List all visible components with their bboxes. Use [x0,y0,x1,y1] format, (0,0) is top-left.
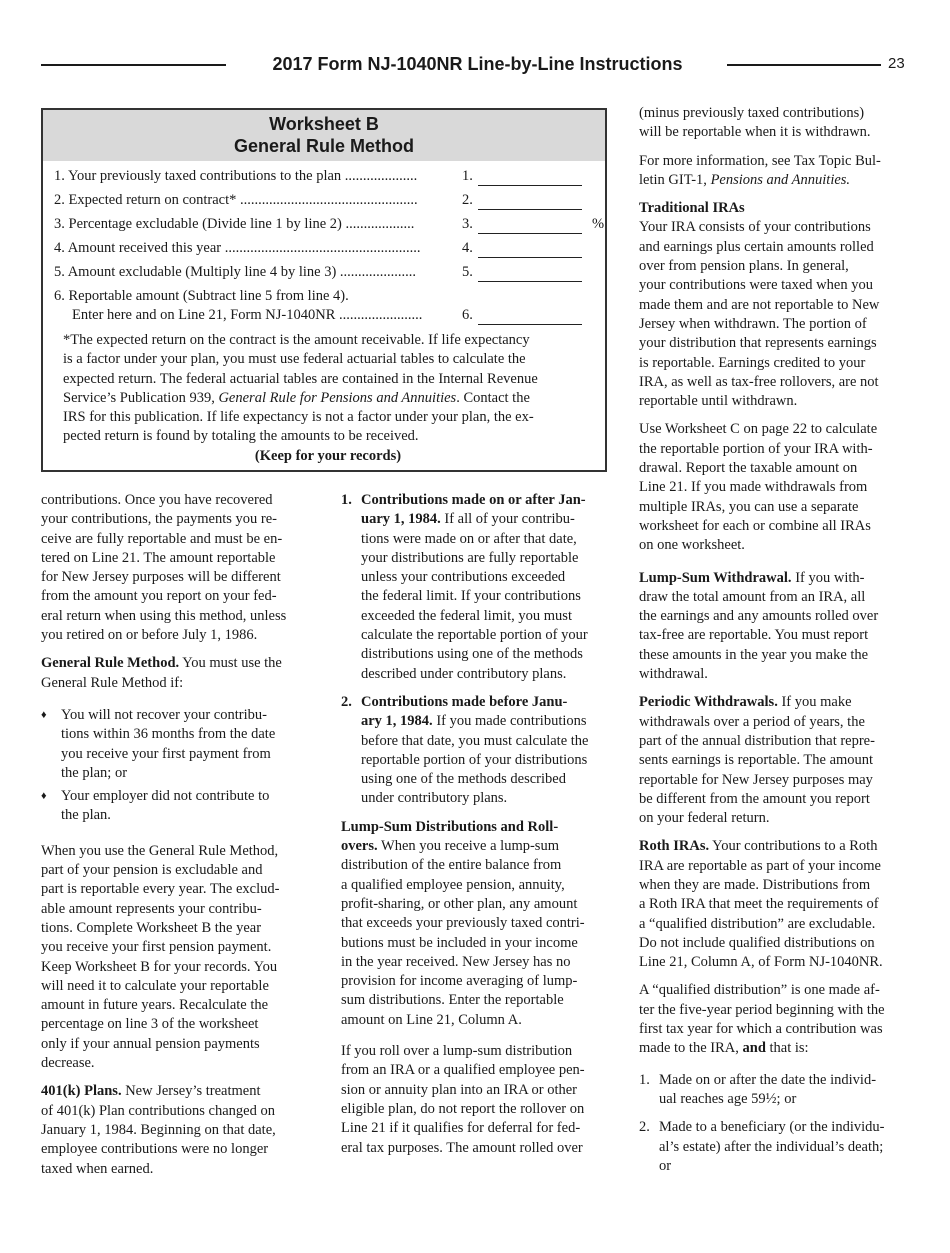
paragraph-recovered [41,491,321,645]
header-rule-right [727,64,881,66]
text-line: will need it to calculate your reportable [41,977,269,994]
text-line: ary 1, 1984. If you made contributions [361,713,587,730]
page-number: 23 [888,55,905,72]
text-line: you receive your first payment from [61,745,271,762]
text-line: butions must be included in your income [341,934,578,951]
worksheet-footnote [63,331,593,466]
text-line: Line 21, Column A, of Form NJ-1040NR. [639,954,883,971]
bullet-item-1 [41,706,321,783]
text-line: amount in future years. Recalculate the [41,997,269,1014]
lump-sum-heading: Lump-Sum Distributions and Roll- [341,818,559,835]
text-line: is a factor under your plan, you must use federal actuarial tables to calculate the [63,351,526,368]
text-line: decrease. [41,1055,95,1072]
text-line: sents earnings is reportable. The amount [639,752,874,769]
text-line: from an IRA or a qualified employee pen- [341,1062,585,1079]
text-line: Line 21 if it qualifies for deferral for fed- [341,1120,581,1137]
text-line: *The expected return on the contract is the amount receivable. If life expectancy [63,332,530,348]
text-line: made them and are not reportable to New [639,296,880,313]
text-line: Made on or after the date the individ- [659,1071,877,1088]
text-line: sum distributions. Enter the reportable [341,992,564,1009]
text-line: IRA, as well as tax-free rollovers, are not [639,373,879,390]
paragraph-general-rule [41,654,321,693]
text-line: A “qualified distribution” is one made af- [639,982,880,999]
line-2-answer-field[interactable] [478,192,582,210]
worksheet-b [41,108,607,472]
text-line: for New Jersey purposes will be different [41,569,281,586]
column-1 [41,491,321,1188]
text-line: from the amount you report on your fed- [41,588,277,605]
text-line: a “qualified distribution” are excludable. [639,915,876,932]
text-line: For more information, see Tax Topic Bul- [639,152,881,169]
text-line: Service’s Publication 939, General Rule for Pensions and Annuities. Contact the [63,389,530,406]
text-line: employee contributions were no longer [41,1141,269,1158]
paragraph-lump-sum-withdrawal [639,569,914,685]
keep-records-note: (Keep for your records) [254,447,402,464]
paragraph-more-info [639,152,914,191]
qd-item-1: 1. Made on or after the date the individ- ual reaches age 59½; or [639,1071,914,1110]
text-line: reportable portion of your distributions [361,751,588,768]
paragraph-qualified-distribution [639,981,914,1058]
text-line: You will not recover your contribu- [61,706,267,723]
text-line: When you use the General Rule Method, [41,842,279,859]
item-contributions-before-1984: 2. Contributions made before Janu- ary 1, 1984. If you made contributions before that date, you must calculate the reportable portion of your distributions using one of the methods described under contributory plans. [341,693,616,809]
text-line: of 401(k) Plan contributions changed on [41,1102,275,1119]
text-line: Made to a beneficiary (or the individu- [659,1119,885,1136]
text-line: the plan; or [61,764,128,781]
paragraph-lump-sum-distributions [341,818,616,1030]
text-line: Do not include qualified distributions on [639,934,875,951]
text-line: using one of the methods described [361,771,566,788]
percent-sign: % [592,216,605,232]
text-line: these amounts in the year you make the [639,646,869,663]
text-line: eral return when using this method, unless [41,607,287,624]
text-line: amount on Line 21, Column A. [341,1011,522,1028]
diamond-bullet-icon: ♦ [41,790,47,803]
text-line: If you roll over a lump-sum distribution [341,1043,573,1060]
paragraph-worksheet-c [639,420,914,555]
text-line: letin GIT-1, Pensions and Annuities. [639,171,851,188]
text-line: sion or annuity plan into an IRA or other [341,1081,577,1098]
text-line: part is reportable every year. The exclud- [41,881,280,898]
text-line: drawal. Report the taxable amount on [639,460,858,477]
text-line: Line 21. If you made withdrawals from [639,479,868,496]
text-line: percentage on line 3 of the worksheet [41,1016,259,1033]
text-line: expected return. The federal actuarial tables are contained in the Internal Revenue [63,370,538,387]
text-line: on your federal return. [639,810,770,827]
text-line: 401(k) Plans. New Jersey’s treatment [41,1083,261,1100]
text-line: ual reaches age 59½; or [659,1090,797,1107]
paragraph-roth-iras [639,837,914,972]
text-line: eligible plan, do not report the rollover on [341,1100,585,1117]
paragraph-rollover [341,1042,616,1158]
text-line: uary 1, 1984. If all of your contribu- [361,511,575,528]
text-line: a qualified employee pension, annuity, [341,876,565,893]
worksheet-line-4: 4. Amount received this year ...................................................... 4. [54,240,420,257]
text-line: Periodic Withdrawals. If you make [639,694,852,711]
text-line: unless your contributions exceeded [361,569,566,586]
text-line: contributions. Once you have recovered [41,492,273,508]
text-line: over from pension plans. In general, [639,258,849,275]
text-line: exceeded the federal limit, you must [361,607,572,624]
line-3-answer-field[interactable] [478,216,582,234]
text-line: (minus previously taxed contributions) [639,105,865,121]
worksheet-line-5: 5. Amount excludable (Multiply line 4 by line 3) ..................... 5. [54,264,416,281]
line-5-answer-field[interactable] [478,264,582,282]
header-rule-left [41,64,226,66]
worksheet-header [43,110,605,161]
text-line: able amount represents your contribu- [41,900,262,917]
text-line: Your employer did not contribute to [61,788,270,805]
worksheet-line-3: 3. Percentage excludable (Divide line 1 by line 2) ................... 3. % [54,216,605,232]
text-line: and earnings plus certain amounts rolled [639,238,874,255]
text-line: be different from the amount you report [639,790,870,807]
text-line: in the year received. New Jersey has no [341,953,571,970]
text-line: will be reportable when it is withdrawn. [639,124,871,141]
general-rule-heading: General Rule Method. [41,655,180,672]
text-line: your distribution that represents earnings [639,335,877,352]
text-line: Jersey when withdrawn. The portion of [639,315,867,332]
paragraph-when-you-use [41,842,321,1074]
text-line: that exceeds your previously taxed contri- [341,915,585,932]
text-line: the reportable portion of your IRA with- [639,440,873,457]
text-line: Keep Worksheet B for your records. You [41,958,278,975]
text-line: al’s estate) after the individual’s death; [659,1138,884,1155]
text-line: tions were made on or after that date, [361,530,577,547]
periodic-withdrawals-heading: Periodic Withdrawals. [639,694,778,711]
text-line: General Rule Method. You must use the [41,655,282,672]
item-contributions-after-1984: 1. Contributions made on or after Jan- uary 1, 1984. If all of your contribu- tions were made on or after that date, your distributions are fully reportable unless your contributions exceeded the federal limit. If your contributions exceeded the federal limit, you must calculate the reportable portion of your distributions using one of the methods described under contributory plans. [341,491,616,684]
page-title: 2017 Form NJ-1040NR Line-by-Line Instructions [272,54,683,74]
worksheet-subtitle: General Rule Method [233,136,415,156]
text-line: provision for income averaging of lump- [341,973,578,990]
text-line: tax-free are reportable. You must report [639,627,869,644]
text-line: IRA are reportable as part of your income [639,857,881,874]
text-line: part of your pension is excludable and [41,862,263,879]
column-3 [639,104,914,1176]
text-line: your contributions, the payments you re- [41,511,277,528]
text-line: tered on Line 21. The amount reportable [41,549,276,566]
roth-iras-heading: Roth IRAs. [639,838,710,855]
line-1-answer-field[interactable] [478,168,582,186]
paragraph-traditional-iras [639,199,914,411]
text-line: on one worksheet. [639,537,745,554]
text-line: ceive are fully reportable and must be en- [41,530,283,547]
worksheet-line-2: 2. Expected return on contract* ................................................. 2. [54,192,418,209]
worksheet-line-1: 1. Your previously taxed contributions to the plan .................... 1. [54,168,417,185]
text-line: a Roth IRA that meet the requirements of [639,896,879,913]
401k-heading: 401(k) Plans. [41,1083,122,1100]
text-line: when they are made. Distributions from [639,876,871,893]
text-line: taxed when earned. [41,1160,154,1177]
text-line: the plan. [61,807,111,824]
text-line: profit-sharing, or other plan, any amount [341,895,578,912]
text-line: part of the annual distribution that repre- [639,732,875,749]
diamond-bullet-icon: ♦ [41,708,47,721]
column-2 [341,491,616,1167]
text-line: overs. When you receive a lump-sum [341,838,559,855]
text-line: reportable for New Jersey purposes may [639,771,873,788]
lump-sum-withdrawal-heading: Lump-Sum Withdrawal. [639,569,792,586]
text-line: ter the five-year period beginning with the [639,1001,885,1018]
text-line: worksheet for each or combine all IRAs [639,517,871,534]
text-line: made to the IRA, and that is: [639,1040,809,1057]
text-line: or [659,1157,672,1174]
text-line: the federal limit. If your contributions [361,588,581,605]
text-line: described under contributory plans. [361,665,567,682]
text-line: before that date, you must calculate the [361,732,589,749]
text-line: Contributions made on or after Jan- [361,492,586,508]
paragraph-401k [41,1082,321,1178]
worksheet-line-6-cont: Enter here and on Line 21, Form NJ-1040NR ....................... 6. [54,307,422,324]
text-line: multiple IRAs, you can use a separate [639,498,859,515]
text-line: distributions using one of the methods [361,646,583,663]
text-line: withdrawal. [639,666,708,683]
text-line: Your IRA consists of your contributions [639,219,871,236]
text-line: distribution of the entire balance from [341,857,562,874]
text-line: IRS for this publication. If life expectancy is not a factor under your plan, the ex- [63,409,534,426]
bullet-item-2 [41,787,321,826]
traditional-iras-heading: Traditional IRAs [639,200,745,217]
worksheet-line-6: 6. Reportable amount (Subtract line 5 from line 4). [54,288,349,304]
worksheet-title: Worksheet B [269,114,379,134]
text-line: Use Worksheet C on page 22 to calculate [639,421,878,438]
line-4-answer-field[interactable] [478,240,582,258]
text-line: only if your annual pension payments [41,1035,260,1052]
text-line: the earnings and any amounts rolled over [639,608,879,625]
text-line: Lump-Sum Withdrawal. If you with- [639,569,865,586]
text-line: your contributions were taxed when you [639,277,873,294]
text-line: you retired on or before July 1, 1986. [41,627,258,644]
paragraph-withdrawn [639,104,914,143]
text-line: is reportable. Earnings credited to your [639,354,866,371]
text-line: calculate the reportable portion of your [361,627,588,644]
text-line: Roth IRAs. Your contributions to a Roth [639,838,878,855]
paragraph-periodic-withdrawals [639,693,914,828]
text-line: eral tax purposes. The amount rolled over [341,1139,583,1156]
text-line: tions within 36 months from the date [61,726,276,743]
text-line: your distributions are fully reportable [361,549,579,566]
text-line: you receive your first pension payment. [41,939,272,956]
text-line: first tax year for which a contribution was [639,1021,883,1038]
text-line: pected return is found by totaling the amounts to be received. [63,428,419,445]
text-line: January 1, 1984. Beginning on that date, [41,1121,276,1138]
text-line: draw the total amount from an IRA, all [639,588,866,605]
text-line: reportable until withdrawn. [639,393,798,410]
line-6-answer-field[interactable] [478,307,582,325]
text-line: General Rule Method if: [41,674,184,691]
text-line: Contributions made before Janu- [361,693,568,710]
text-line: tions. Complete Worksheet B the year [41,919,262,936]
text-line: under contributory plans. [361,790,508,807]
qd-item-2: 2. Made to a beneficiary (or the individu- al’s estate) after the individual’s death; or [639,1118,914,1176]
text-line: withdrawals over a period of years, the [639,713,865,730]
